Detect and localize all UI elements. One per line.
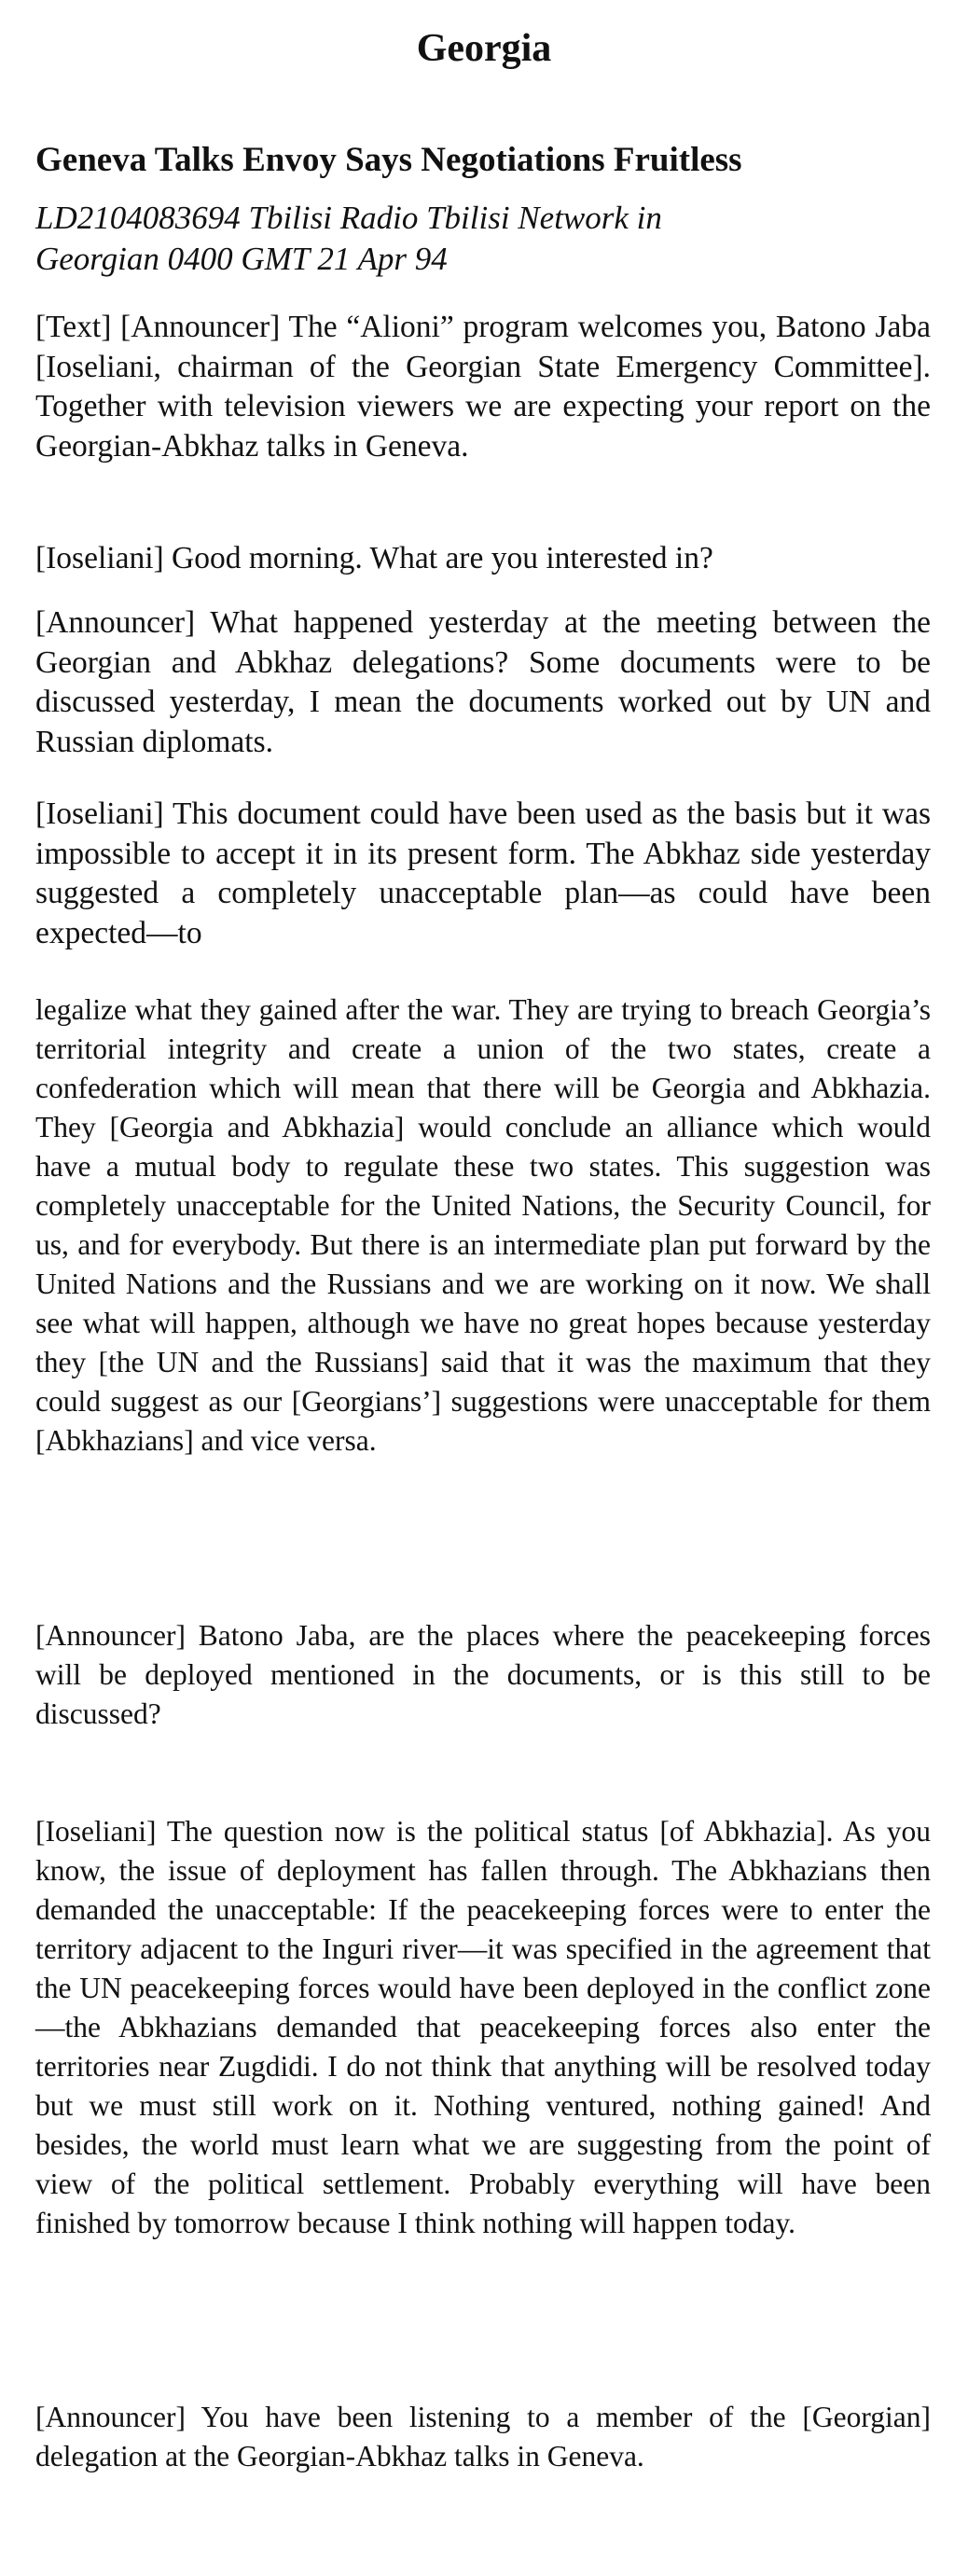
dateline-line-1: LD2104083694 Tbilisi Radio Tbilisi Network in bbox=[35, 200, 662, 236]
paragraph-8: [Announcer] You have been listening to a member of the [Georgian] delegation at the Georgian-Abkhaz talks in Geneva. bbox=[35, 2401, 931, 2472]
paragraph-1: [Text] [Announcer] The “Alioni” program welcomes you, Batono Jaba [Ioseliani, chairman of the Georgian State Emergency Committee]. Together with television viewers we are expecting your report on the Georgian-Abkhaz talks in Geneva. bbox=[35, 310, 931, 464]
article-headline: Geneva Talks Envoy Says Negotiations Fruitless bbox=[35, 141, 742, 179]
article-dateline bbox=[35, 198, 931, 280]
paragraph-7: [Ioseliani] The question now is the political status [of Abkhazia]. As you know, the issue of deployment has fallen through. The Abkhazians then demanded the unacceptable: If the peacekeeping forces were to enter the territory adjacent to the Inguri river—it was specified in the agreement that the UN peacekeeping forces would have been deployed in the conflict zone—the Abkhazians demanded that peacekeeping forces also enter the territories near Zugdidi. I do not think that anything will be resolved today but we must still work on it. Nothing ventured, nothing gained! And besides, the world must learn what we are suggesting from the point of view of the political settlement. Probably everything will have been finished by tomorrow because I think nothing will happen today. bbox=[35, 1815, 931, 2239]
paragraph-6: [Announcer] Batono Jaba, are the places where the peacekeeping forces will be deployed mentioned in the documents, or is this still to be discussed? bbox=[35, 1619, 931, 1730]
paragraph-4: [Ioseliani] This document could have been used as the basis but it was impossible to accept it in its present form. The Abkhaz side yesterday suggested a completely unacceptable plan—as could have been expected—to bbox=[35, 796, 931, 950]
section-title: Georgia bbox=[416, 27, 552, 70]
paragraph-5: legalize what they gained after the war. They are trying to breach Georgia’s territorial integrity and create a union of the two states, create a confederation which will mean that there will be Georgia and Abkhazia. They [Georgia and Abkhazia] would conclude an alliance which would have a mutual body to regulate these two states. This suggestion was completely unacceptable for the United Nations, the Security Council, for us, and for everybody. But there is an intermediate plan put forward by the United Nations and the Russians and we are working on it now. We shall see what will happen, although we have no great hopes because yesterday they [the UN and the Russians] said that it was the maximum that they could suggest as our [Georgians’] suggestions were unacceptable for them [Abkhazians] and vice versa. bbox=[35, 993, 931, 1457]
paragraph-3: [Announcer] What happened yesterday at the meeting between the Georgian and Abkhaz delegations? Some documents were to be discussed yesterday, I mean the documents worked out by UN and Russian diplomats. bbox=[35, 605, 931, 759]
dateline-line-2: Georgian 0400 GMT 21 Apr 94 bbox=[35, 241, 448, 277]
paragraph-2: [Ioseliani] Good morning. What are you interested in? bbox=[35, 541, 713, 575]
